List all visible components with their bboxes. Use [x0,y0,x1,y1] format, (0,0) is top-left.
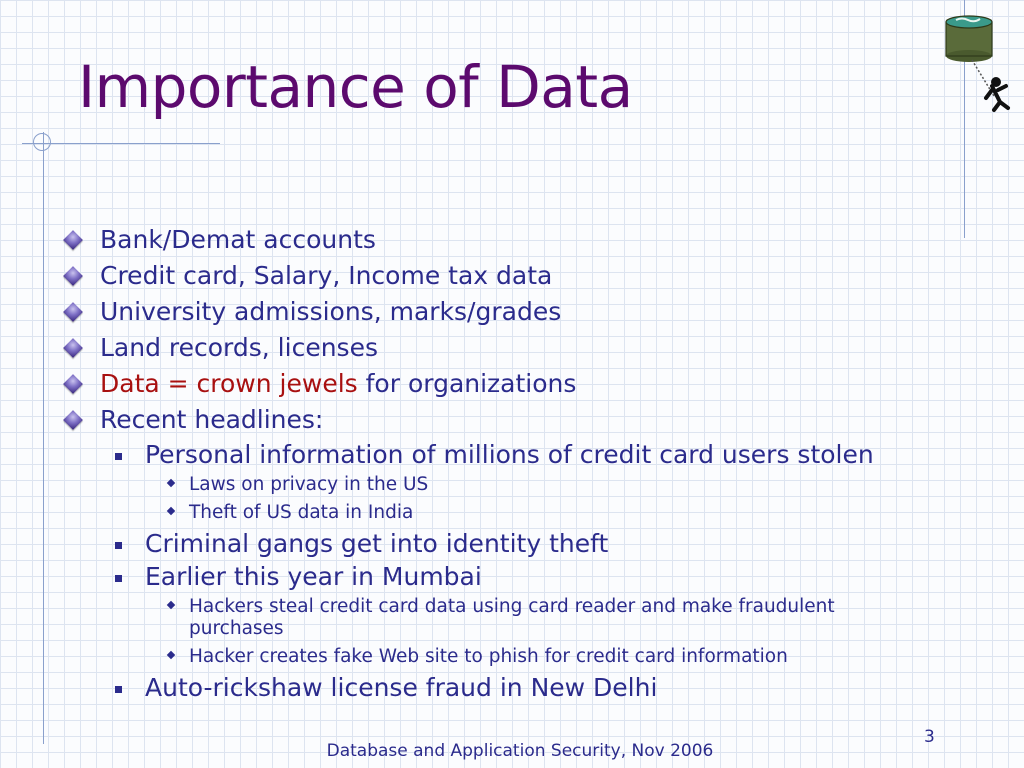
database-thief-icon [942,14,1018,124]
sub-list-item: Criminal gangs get into identity theft [60,527,980,560]
list-item: Data = crown jewels for organizations [60,366,980,402]
list-item: Credit card, Salary, Income tax data [60,258,980,294]
list-item: Recent headlines: [60,402,980,438]
sub-sub-list-item: Theft of US data in India [60,499,980,527]
sub-sub-list-item: Hackers steal credit card data using card reader and make fraudulent purchases [60,593,980,643]
small-diamond-bullet-icon [167,507,175,515]
sub-sub-list-item: Hacker creates fake Web site to phish for credit card information [60,643,980,671]
decor-vertical-line-left [43,132,44,744]
square-bullet-icon [115,453,122,460]
small-diamond-bullet-icon [167,479,175,487]
small-diamond-bullet-icon [167,601,175,609]
diamond-bullet-icon [63,338,83,358]
diamond-bullet-icon [63,374,83,394]
diamond-bullet-icon [63,302,83,322]
small-diamond-bullet-icon [167,651,175,659]
list-item: Land records, licenses [60,330,980,366]
slide-title: Importance of Data [78,53,633,121]
highlight-text: Data = crown jewels [100,369,358,398]
sub-list-item: Earlier this year in Mumbai [60,560,980,593]
bullet-list [60,222,980,704]
list-item: University admissions, marks/grades [60,294,980,330]
square-bullet-icon [115,542,122,549]
slide-footer: Database and Application Security, Nov 2006 [326,741,714,761]
sub-list-item: Personal information of millions of credit card users stolen [60,438,980,471]
diamond-bullet-icon [63,230,83,250]
sub-list-item: Auto-rickshaw license fraud in New Delhi [60,671,980,704]
square-bullet-icon [115,686,122,693]
list-item: Bank/Demat accounts [60,222,980,258]
diamond-bullet-icon [63,410,83,430]
page-number: 3 [924,727,935,747]
decor-circle [33,133,51,151]
square-bullet-icon [115,575,122,582]
decor-horizontal-line [22,143,220,144]
diamond-bullet-icon [63,266,83,286]
sub-sub-list-item: Laws on privacy in the US [60,471,980,499]
